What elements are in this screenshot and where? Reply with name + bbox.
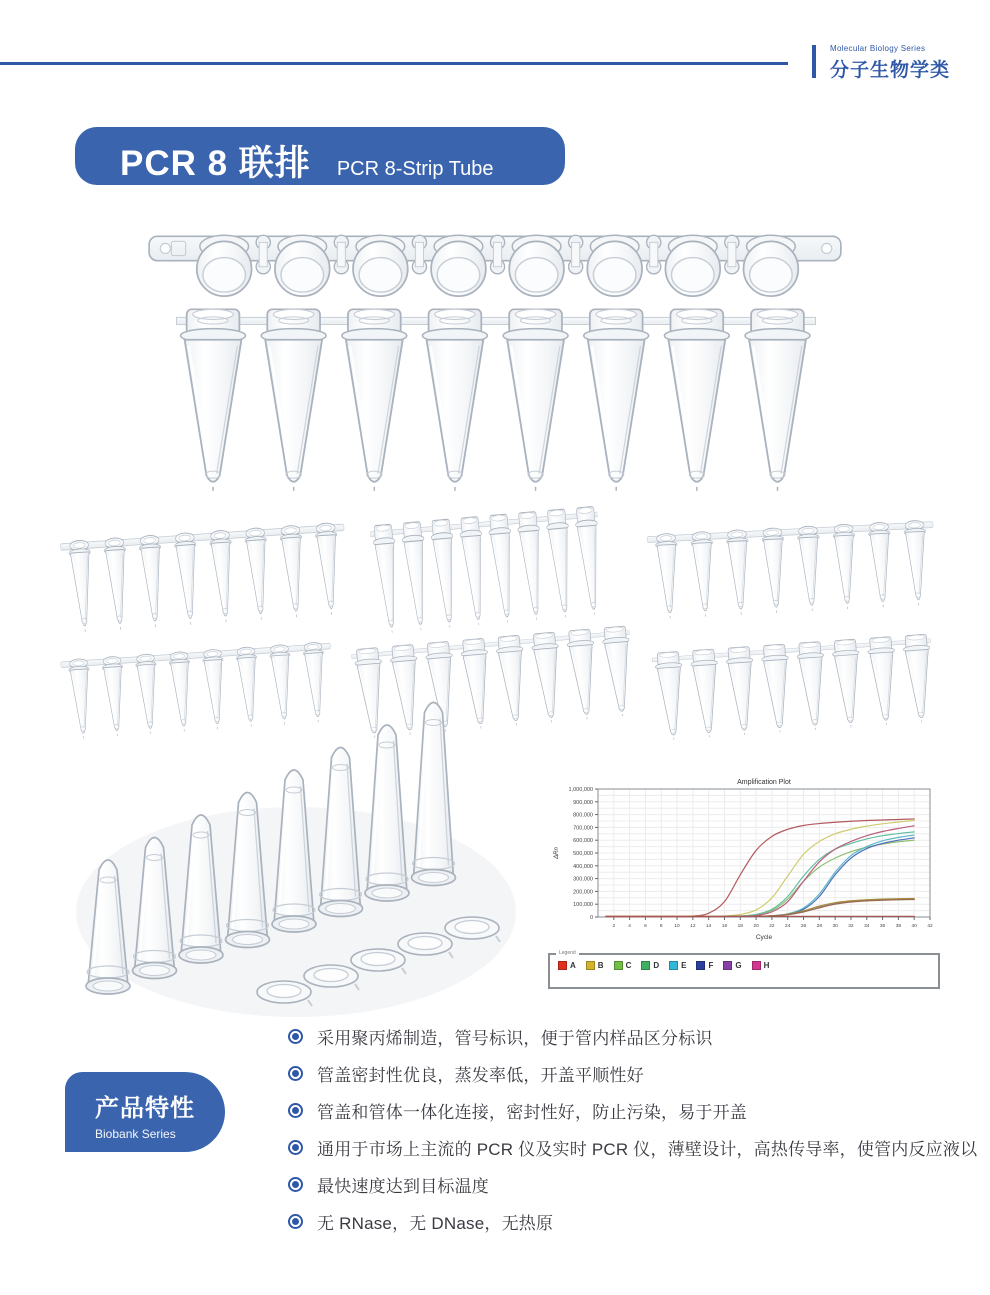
legend-item-H: H [752, 961, 770, 970]
header-series [830, 44, 950, 82]
features-tag [65, 1072, 225, 1152]
legend-item-B: B [586, 961, 604, 970]
feature-item: 最快速度达到目标温度 [288, 1174, 968, 1195]
svg-text:32: 32 [848, 924, 854, 929]
bullet-icon [288, 1029, 303, 1044]
legend-item-F: F [696, 961, 713, 970]
svg-text:100,000: 100,000 [573, 902, 593, 909]
legend-item-A: A [558, 961, 576, 970]
strip-thumbnail-3 [646, 513, 939, 626]
svg-text:14: 14 [705, 924, 712, 929]
svg-text:Amplification Plot: Amplification Plot [737, 779, 791, 786]
bullet-icon [288, 1140, 303, 1155]
svg-text:12: 12 [690, 924, 696, 929]
legend-swatch [614, 961, 623, 970]
strip-thumbnail-1 [59, 514, 352, 640]
main-product-photo [140, 216, 850, 500]
svg-text:24: 24 [785, 924, 791, 929]
svg-text:800,000: 800,000 [573, 812, 593, 819]
svg-text:ΔRn: ΔRn [554, 847, 560, 859]
feature-item: 通用于市场上主流的 PCR 仪及实时 PCR 仪，薄壁设计，高热传导率，使管内反应液以 [288, 1137, 968, 1158]
svg-text:26: 26 [800, 924, 807, 929]
feature-item: 无 RNase，无 DNase，无热原 [288, 1211, 968, 1232]
svg-text:300,000: 300,000 [573, 876, 593, 883]
features-tag-zh: 产品特性 [95, 1095, 195, 1122]
svg-text:34: 34 [864, 924, 870, 929]
legend-item-E: E [669, 961, 686, 970]
svg-text:30: 30 [832, 924, 838, 929]
strip-thumbnail-6 [649, 632, 939, 746]
svg-text:6: 6 [644, 924, 647, 929]
bullet-icon [288, 1214, 303, 1229]
svg-text:40: 40 [911, 924, 917, 929]
product-title-banner [75, 127, 565, 185]
svg-text:28: 28 [816, 924, 823, 929]
svg-text:38: 38 [895, 924, 902, 929]
legend-swatch [586, 961, 595, 970]
svg-text:600,000: 600,000 [573, 838, 593, 845]
amplification-plot-legend [548, 950, 940, 989]
legend-item-D: D [641, 961, 659, 970]
bullet-icon [288, 1177, 303, 1192]
amplification-plot [548, 775, 940, 989]
legend-swatch [669, 961, 678, 970]
bullet-icon [288, 1066, 303, 1081]
header-rule [0, 62, 788, 65]
svg-text:20: 20 [753, 924, 759, 929]
legend-item-G: G [723, 961, 741, 970]
feature-item: 采用聚丙烯制造，管号标识，便于管内样品区分标识 [288, 1026, 968, 1047]
legend-title: Legend [556, 950, 579, 956]
strip-thumbnail-2 [367, 504, 608, 640]
header-accent-bar [812, 45, 816, 78]
amplification-plot-canvas [548, 775, 940, 950]
svg-text:0: 0 [589, 915, 593, 921]
svg-text:42: 42 [927, 924, 933, 929]
svg-text:500,000: 500,000 [573, 851, 593, 857]
legend-swatch [752, 961, 761, 970]
strip-thumbnail-4 [59, 635, 337, 746]
svg-text:1,000,000: 1,000,000 [568, 787, 593, 793]
svg-text:4: 4 [628, 924, 631, 929]
legend-swatch [696, 961, 705, 970]
svg-text:900,000: 900,000 [573, 799, 593, 806]
svg-text:18: 18 [737, 924, 743, 929]
legend-swatch [723, 961, 732, 970]
features-list [288, 1026, 978, 1248]
svg-text:700,000: 700,000 [573, 825, 593, 832]
features-tag-en: Biobank Series [95, 1127, 176, 1141]
series-name-en: Molecular Biology Series [830, 44, 926, 53]
svg-text:8: 8 [659, 924, 663, 929]
legend-swatch [558, 961, 567, 970]
diagonal-product-photo [66, 762, 530, 1010]
series-name-zh: 分子生物学类 [830, 60, 951, 81]
bullet-icon [288, 1103, 303, 1118]
svg-text:400,000: 400,000 [573, 863, 593, 870]
svg-text:200,000: 200,000 [573, 889, 593, 896]
feature-item: 管盖密封性优良，蒸发率低，开盖平顺性好 [288, 1063, 968, 1084]
svg-text:10: 10 [674, 924, 680, 929]
feature-item: 管盖和管体一体化连接，密封性好，防止污染，易于开盖 [288, 1100, 968, 1121]
svg-text:16: 16 [721, 924, 728, 929]
legend-item-C: C [614, 961, 632, 970]
strip-thumbnail-5 [348, 624, 639, 744]
svg-text:22: 22 [769, 924, 775, 929]
svg-text:Cycle: Cycle [755, 934, 773, 941]
svg-text:2: 2 [612, 924, 616, 929]
product-title-en: PCR 8-Strip Tube [336, 158, 494, 180]
legend-swatch [641, 961, 650, 970]
product-title-zh: PCR 8 联排 [120, 144, 311, 183]
svg-text:36: 36 [879, 924, 886, 929]
